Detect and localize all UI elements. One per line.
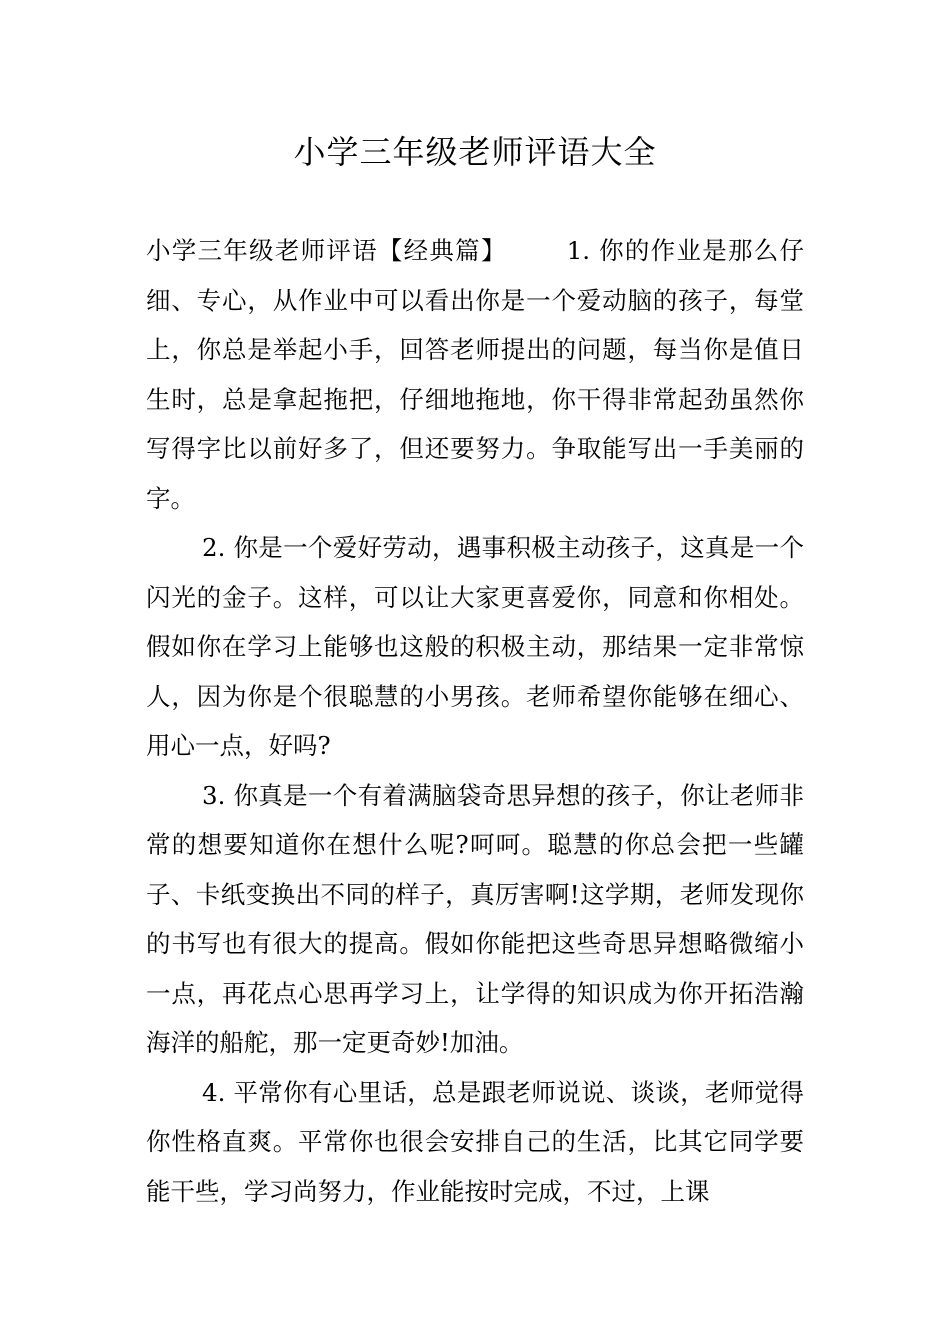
section-heading: 小学三年级老师评语【经典篇】: [146, 236, 507, 265]
document-title: 小学三年级老师评语大全: [293, 133, 657, 171]
paragraph-1: [146, 226, 804, 523]
paragraph-2: 2. 你是一个爱好劳动，遇事积极主动孩子，这真是一个闪光的金子。这样，可以让大家更喜爱你，同意和你相处。假如你在学习上能够也这般的积极主动，那结果一定非常惊人，因为你是个很聪慧的小男孩。老师希望你能够在细心、用心一点，好吗?: [146, 533, 804, 760]
document-body: [146, 226, 804, 1216]
paragraph-4: 4. 平常你有心里话，总是跟老师说说、谈谈，老师觉得你性格直爽。平常你也很会安排自己的生活，比其它同学要能干些，学习尚努力，作业能按时完成，不过，上课: [146, 1077, 804, 1206]
paragraph-1-text: 1. 你的作业是那么仔细、专心，从作业中可以看出你是一个爱动脑的孩子，每堂上，你总是举起小手，回答老师提出的问题，每当你是值日生时，总是拿起拖把，仔细地拖地，你干得非常起劲虽然你写得字比以前好多了，但还要努力。争取能写出一手美丽的字。: [146, 236, 805, 513]
paragraph-3: 3. 你真是一个有着满脑袋奇思异想的孩子，你让老师非常的想要知道你在想什么呢?呵呵。聪慧的你总会把一些罐子、卡纸变换出不同的样子，真厉害啊!这学期，老师发现你的书写也有很大的提高。假如你能把这些奇思异想略微缩小一点，再花点心思再学习上，让学得的知识成为你开拓浩瀚海洋的船舵，那一定更奇妙!加油。: [146, 780, 804, 1057]
